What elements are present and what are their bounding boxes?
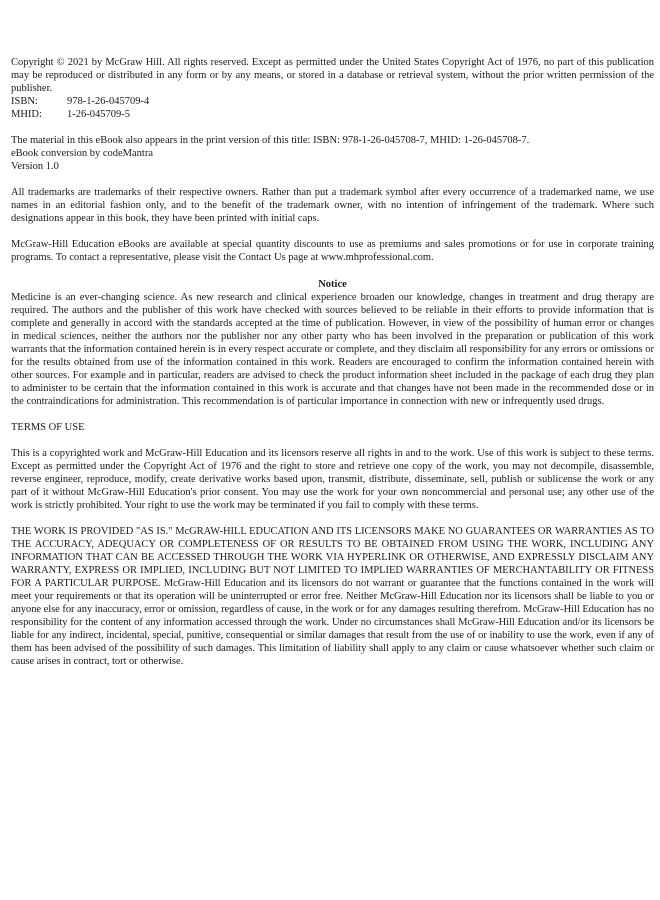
terms-heading: TERMS OF USE	[11, 422, 85, 433]
conversion-block	[11, 147, 654, 173]
warranty-disclaimer: THE WORK IS PROVIDED "AS IS." McGRAW-HILL EDUCATION AND ITS LICENSORS MAKE NO GUARANTEES OR WARRANTIES AS TO THE ACCURACY, ADEQUACY OR COMPLETENESS OF OR RESULTS TO BE OBTAINED FROM USING THE WORK, INCLUDING ANY INFORMATION THAT CAN BE ACCESSED THROUGH THE WORK VIA HYPERLINK OR OTHERWISE, AND EXPRESSLY DISCLAIM ANY WARRANTY, EXPRESS OR IMPLIED, INCLUDING BUT NOT LIMITED TO IMPLIED WARRANTIES OF MERCHANTABILITY OR FITNESS FOR A PARTICULAR PURPOSE. McGraw-Hill Education and its licensors do not warrant or guarantee that the functions contained in the work will meet your requirements or that its operation will be uninterrupted or error free. Neither McGraw-Hill Education nor its licensors shall be liable to you or anyone else for any inaccuracy, error or omission, regardless of cause, in the work or for any damages resulting therefrom. McGraw-Hill Education has no responsibility for the content of any information accessed through the work. Under no circumstances shall McGraw-Hill Education and/or its licensors be liable for any indirect, incidental, special, punitive, consequential or similar damages that result from the use of or inability to use the work, even if any of them has been advised of the possibility of such damages. This limitation of liability shall apply to any claim or cause whatsoever whether such claim or cause arises in contract, tort or otherwise.	[11, 526, 654, 667]
mhid-label: MHID:	[11, 109, 42, 120]
mhid-row	[11, 108, 654, 121]
version-label: Version 1.0	[11, 161, 59, 172]
isbn-value: 978-1-26-045709-4	[67, 96, 150, 107]
isbn-label: ISBN:	[11, 96, 38, 107]
conversion-credit: eBook conversion by codeMantra	[11, 148, 154, 159]
copyright-notice: Copyright © 2021 by McGraw Hill. All rights reserved. Except as permitted under the United States Copyright Act of 1976, no part of this publication may be reproduced or distributed in any form or by any means, or stored in a database or retrieval system, without the prior written permission of the publisher.	[11, 57, 654, 94]
terms-paragraph: This is a copyrighted work and McGraw-Hill Education and its licensors reserve all rights in and to the work. Use of this work is subject to these terms. Except as permitted under the Copyright Act of 1976 and the right to store and retrieve one copy of the work, you may not decompile, disassemble, reverse engineer, reproduce, modify, create derivative works based upon, transmit, distribute, disseminate, sell, publish or sublicense the work or any part of it without McGraw-Hill Education's prior consent. You may use the work for your own noncommercial and personal use; any other use of the work is strictly prohibited. Your right to use the work may be terminated if you fail to comply with these terms.	[11, 448, 654, 511]
notice-title: Notice	[318, 279, 347, 290]
isbn-row	[11, 95, 654, 108]
notice-body: Medicine is an ever-changing science. As new research and clinical experience broaden our knowledge, changes in treatment and drug therapy are required. The authors and the publisher of this work have checked with sources believed to be reliable in their efforts to provide information that is complete and generally in accord with the standards accepted at the time of publication. However, in view of the possibility of human error or changes in medical sciences, neither the authors nor the publisher nor any other party who has been involved in the preparation or publication of this work warrants that the information contained herein is in every respect accurate or complete, and they disclaim all responsibility for any errors or omissions or for the results obtained from use of the information contained in this work. Readers are encouraged to confirm the information contained herein with other sources. For example and in particular, readers are advised to check the product information sheet included in the package of each drug they plan to administer to be certain that the information contained in this work is accurate and that changes have not been made in the recommended dose or in the contraindications for administration. This recommendation is of particular importance in connection with new or infrequently used drugs.	[11, 292, 654, 407]
trademarks-paragraph: All trademarks are trademarks of their respective owners. Rather than put a trademark symbol after every occurrence of a trademarked name, we use names in an editorial fashion only, and to the benefit of the trademark owner, with no intention of infringement of the trademark. Where such designations appear in this book, they have been printed with initial caps.	[11, 187, 654, 224]
mhid-value: 1-26-045709-5	[67, 109, 130, 120]
discounts-paragraph: McGraw-Hill Education eBooks are available at special quantity discounts to use as premiums and sales promotions or for use in corporate training programs. To contact a representative, please visit the Contact Us page at www.mhprofessional.com.	[11, 239, 654, 263]
print-version-note: The material in this eBook also appears in the print version of this title: ISBN: 978-1-26-045708-7, MHID: 1-26-045708-7.	[11, 135, 530, 146]
isbn-block	[11, 95, 654, 121]
